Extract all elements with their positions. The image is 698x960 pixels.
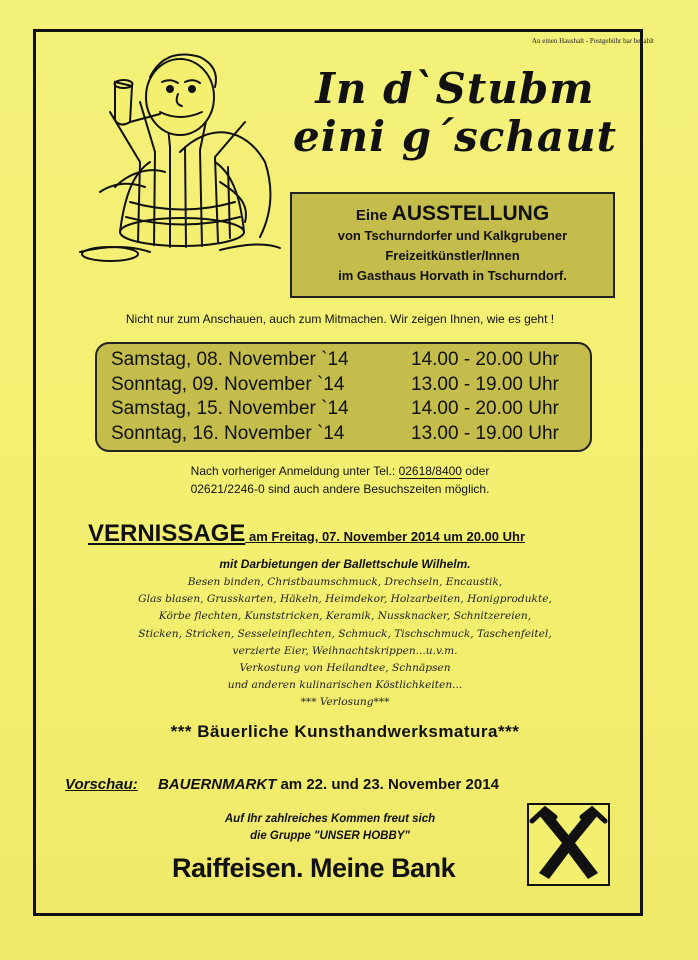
vernissage-label: VERNISSAGE bbox=[88, 520, 246, 547]
vernissage-line bbox=[88, 520, 525, 548]
opening-dates-box bbox=[95, 342, 592, 452]
date-label: Samstag, 08. November `14 bbox=[111, 349, 349, 370]
date-row bbox=[97, 348, 590, 373]
appointment-suffix: oder bbox=[461, 464, 490, 478]
time-label: 13.00 - 19.00 Uhr bbox=[411, 422, 559, 444]
exhibition-line: von Tschurndorfer und Kalkgrubener bbox=[337, 228, 568, 243]
exhibition-line: im Gasthaus Horvath in Tschurndorf. bbox=[338, 268, 567, 283]
crafts-line: Besen binden, Christbaumschmuck, Drechseln, Encaustik, bbox=[187, 576, 503, 588]
exhibition-intro: Eine bbox=[355, 207, 388, 224]
crafts-line: Glas blasen, Grusskarten, Häkeln, Heimdekor, Holzarbeiten, Honigprodukte, bbox=[138, 593, 552, 606]
invitation-text: Nicht nur zum Anschauen, auch zum Mitmachen. Wir zeigen Ihnen, wie es geht ! bbox=[125, 312, 555, 326]
matura-banner: *** Bäuerliche Kunsthandwerksmatura*** bbox=[170, 722, 520, 741]
appointment-line-2: 02621/2246-0 sind auch andere Besuchszeiten möglich. bbox=[190, 482, 490, 496]
crafts-line: Körbe flechten, Kunststricken, Keramik, Nussknacker, Schnitzereien, bbox=[158, 610, 532, 623]
crafts-line: und anderen kulinarischen Köstlichkeiten... bbox=[227, 679, 463, 692]
basket-weaver-illustration-icon bbox=[70, 42, 285, 267]
time-label: 14.00 - 20.00 Uhr bbox=[411, 349, 559, 370]
preview-label: Vorschau: bbox=[65, 776, 138, 793]
crafts-line: Verkostung von Heilandtee, Schnäpsen bbox=[239, 662, 451, 675]
closing-text bbox=[190, 811, 470, 845]
date-label: Sonntag, 09. November `14 bbox=[111, 373, 345, 395]
exhibition-line: Freizeitkünstler/Innen bbox=[385, 248, 520, 263]
date-row bbox=[97, 422, 590, 447]
time-label: 14.00 - 20.00 Uhr bbox=[411, 398, 559, 419]
preview-line bbox=[65, 776, 499, 793]
date-row bbox=[97, 397, 590, 422]
appointment-prefix: Nach vorheriger Anmeldung unter Tel.: bbox=[190, 464, 399, 478]
appointment-info bbox=[60, 462, 620, 498]
ballet-note: mit Darbietungen der Ballettschule Wilhelm. bbox=[219, 557, 471, 571]
closing-line-1: Auf Ihr zahlreiches Kommen freut sich bbox=[224, 813, 436, 825]
household-note: An einen Haushalt - Postgebühr bar bezahlt bbox=[531, 37, 654, 45]
crafts-line: *** Verlosung*** bbox=[300, 696, 390, 709]
date-label: Samstag, 15. November `14 bbox=[111, 398, 349, 419]
preview-event: BAUERNMARKT bbox=[157, 776, 277, 793]
crafts-line: Sticken, Stricken, Sesseleinflechten, Schmuck, Tischschmuck, Taschenfeitel, bbox=[138, 627, 552, 640]
title-line-2: eini g´schaut bbox=[292, 112, 618, 161]
closing-line-2: die Gruppe "UNSER HOBBY" bbox=[250, 830, 410, 842]
poster-title bbox=[290, 65, 620, 161]
crafts-line: verzierte Eier, Weihnachtskrippen...u.v.m. bbox=[232, 644, 458, 657]
crafts-list bbox=[60, 574, 630, 712]
date-label: Sonntag, 16. November `14 bbox=[111, 422, 345, 444]
exhibition-headline bbox=[292, 202, 613, 226]
date-row bbox=[97, 373, 590, 398]
time-label: 13.00 - 19.00 Uhr bbox=[411, 373, 559, 395]
appointment-line-1 bbox=[60, 462, 620, 480]
raiffeisen-logo-icon bbox=[527, 803, 610, 886]
bank-slogan: Raiffeisen. Meine Bank bbox=[172, 853, 456, 883]
vernissage-date: am Freitag, 07. November 2014 um 20.00 Uhr bbox=[245, 529, 526, 544]
preview-date: am 22. und 23. November 2014 bbox=[280, 776, 499, 793]
exhibition-box bbox=[290, 192, 615, 298]
phone-number[interactable]: 02618/8400 bbox=[398, 464, 462, 478]
exhibition-title: AUSSTELLUNG bbox=[391, 202, 550, 225]
title-line-1: In d`Stubm bbox=[315, 64, 595, 113]
